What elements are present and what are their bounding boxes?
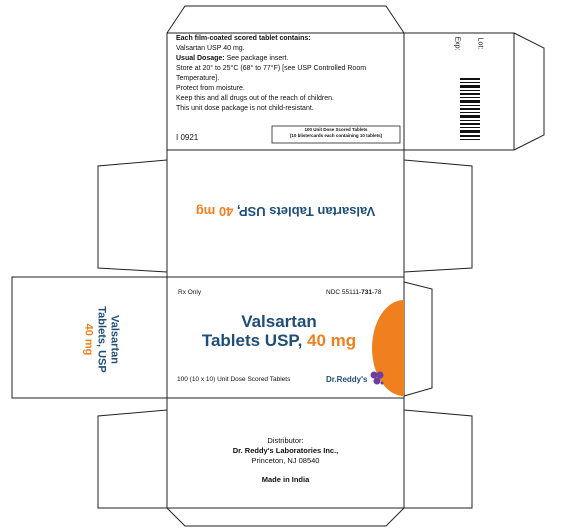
distributor-block xyxy=(167,436,404,485)
upside-down-name: Valsartan Tablets USP, xyxy=(236,204,376,219)
front-title xyxy=(180,312,378,350)
ndc-number xyxy=(326,289,381,296)
side-line1: Valsartan xyxy=(108,315,121,364)
top-info-text xyxy=(176,34,402,114)
child-resistant-text: This unit dose package is not child-resistant. xyxy=(176,105,314,112)
side-title xyxy=(82,285,121,395)
distributor-company: Dr. Reddy's Laboratories Inc., xyxy=(232,446,339,455)
distributor-label: Distributor: xyxy=(267,436,304,445)
side-strength: 40 mg xyxy=(82,323,95,356)
count-box-line2: (10 blistercards each containing 10 tablets) xyxy=(289,133,383,138)
ndc-suffix: -78 xyxy=(372,289,382,296)
brand-name: Dr.Reddy's xyxy=(326,375,368,384)
front-title-line2: Tablets USP, xyxy=(201,331,303,350)
distributor-city: Princeton, NJ 08540 xyxy=(251,456,320,465)
count-box xyxy=(273,127,399,139)
keep-text: Keep this and all drugs out of the reach of children. xyxy=(176,95,334,102)
tablet-count: 100 (10 x 10) Unit Dose Scored Tablets xyxy=(177,376,291,383)
ndc-prefix: NDC 55111- xyxy=(326,289,362,296)
front-title-line1: Valsartan xyxy=(241,312,317,331)
contents-heading: Each film-coated scored tablet contains: xyxy=(176,35,311,42)
side-line2: Tablets, USP xyxy=(95,306,108,373)
front-strength: 40 mg xyxy=(307,331,357,350)
dosage-text: See package insert. xyxy=(226,55,289,62)
rx-only: Rx Only xyxy=(178,289,202,296)
barcode xyxy=(460,78,480,140)
storage-text-2: Temperature]. xyxy=(176,75,220,82)
lot-code: I 0921 xyxy=(176,133,199,142)
protect-text: Protect from moisture. xyxy=(176,85,245,92)
brand-logo-icon xyxy=(369,370,385,386)
contents-line: Valsartan USP 40 mg. xyxy=(176,45,245,52)
count-box-line1: 100 Unit Dose Scored Tablets xyxy=(304,127,368,132)
upside-down-strength: 40 mg xyxy=(195,204,234,219)
upside-down-title xyxy=(167,204,404,219)
ndc-bold: 731 xyxy=(361,289,373,296)
lot-label: Lot: xyxy=(476,37,484,50)
dosage-label: Usual Dosage: xyxy=(176,55,225,62)
exp-label: Exp: xyxy=(453,36,461,51)
made-in: Made in India xyxy=(261,475,310,484)
storage-text: Store at 20° to 25°C (68° to 77°F) [see USP Controlled Room xyxy=(176,65,367,72)
